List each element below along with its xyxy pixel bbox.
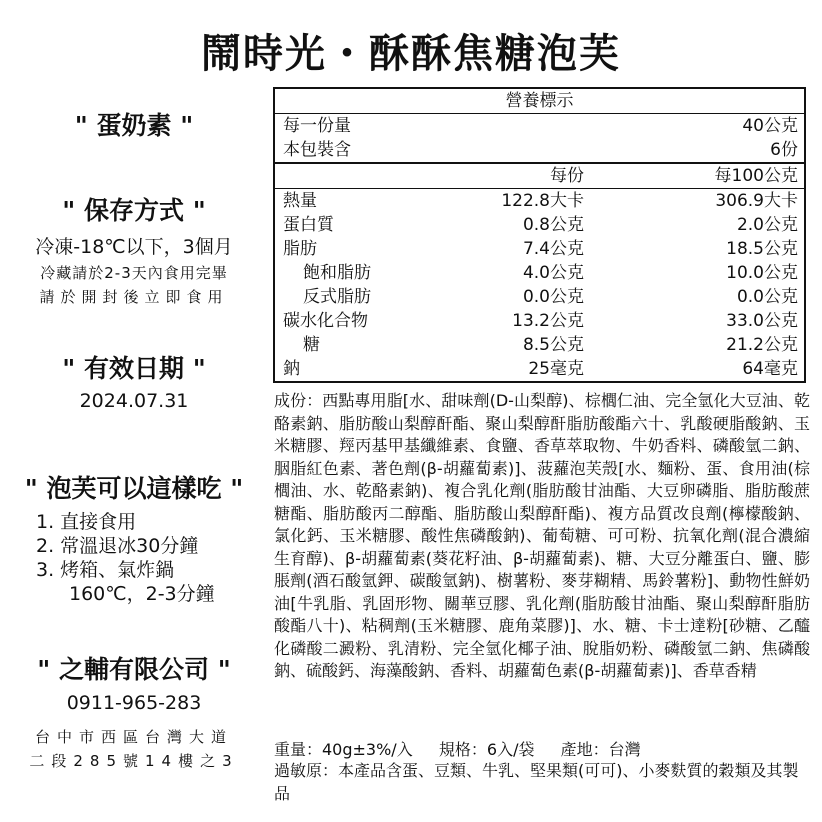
nutrient-label: 糖	[303, 335, 320, 355]
nutrient-row	[275, 309, 804, 333]
diet-heading: " 蛋奶素 "	[74, 111, 194, 140]
nutrient-per-serving: 25毫克	[528, 359, 584, 379]
nutrient-per-100g: 2.0公克	[736, 215, 798, 235]
nutrient-row	[275, 261, 804, 285]
company-address-line2: 二段285號14樓之3	[29, 752, 239, 770]
nutrient-per-100g: 18.5公克	[726, 239, 798, 259]
company-address-line1: 台中市西區台灣大道	[34, 728, 233, 746]
nutrient-per-serving: 0.8公克	[522, 215, 584, 235]
allergen-text: 過敏原：本產品含蛋、豆類、牛乳、堅果類(可可)、小麥麩質的穀類及其製品	[274, 761, 799, 803]
product-meta-line	[274, 737, 641, 760]
nutrient-per-serving: 4.0公克	[522, 263, 584, 283]
expiry-heading: " 有效日期 "	[62, 354, 206, 383]
page-title: 鬧時光・酥酥焦糖泡芙	[201, 31, 621, 77]
nutrition-column-headers	[275, 164, 804, 189]
serving-size-label: 每一份量	[283, 116, 351, 136]
nutrient-label: 碳水化合物	[283, 311, 368, 331]
nutrient-row	[275, 357, 804, 381]
storage-heading: " 保存方式 "	[62, 196, 206, 225]
nutrient-per-serving: 0.0公克	[522, 287, 584, 307]
nutrient-row	[275, 213, 804, 237]
company-phone: 0911-965-283	[66, 692, 202, 714]
column-per-100g: 每100公克	[714, 166, 798, 186]
storage-open-text: 請於開封後立即食用	[39, 288, 229, 306]
servings-per-pack-value: 6份	[770, 140, 798, 160]
nutrient-label: 飽和脂肪	[303, 263, 371, 283]
nutrient-label: 脂肪	[283, 239, 317, 259]
storage-chilled-text: 冷藏請於2-3天內食用完畢	[40, 264, 228, 282]
howto-step-3: 3. 烤箱、氣炸鍋	[36, 559, 175, 581]
nutrient-per-100g: 306.9大卡	[715, 191, 798, 211]
column-per-serving: 每份	[550, 166, 584, 186]
howto-steps	[36, 510, 215, 606]
nutrient-per-100g: 64毫克	[742, 359, 798, 379]
expiry-date: 2024.07.31	[79, 390, 189, 412]
howto-step-1: 1. 直接食用	[36, 511, 137, 533]
serving-size-value: 40公克	[742, 116, 798, 136]
company-heading: " 之輔有限公司 "	[37, 655, 231, 684]
ingredients-text: 成份：西點專用脂[水、甜味劑(D-山梨醇)、棕櫚仁油、完全氫化大豆油、乾酪素鈉、脂肪酸山梨醇酐酯、聚山梨醇酐脂肪酸酯六十、乳酸硬脂酸鈉、玉米糖膠、羥丙基甲基纖維素、食鹽、香草萃取物、牛奶香料、磷酸氫二鈉、胭脂紅色素、著色劑(β-胡蘿蔔素)]、菠蘿泡芙殼[水、麵粉、蛋、食用油(棕櫚油、水、乾酪素鈉)、複合乳化劑(脂肪酸甘油酯、大豆卵磷脂、脂肪酸蔗糖酯、脂肪酸丙二醇酯、脂肪酸山梨醇酐酯)、複方品質改良劑(檸檬酸鈉、氯化鈣、玉米糖膠、酸性焦磷酸鈉)、葡萄糖、可可粉、抗氧化劑(混合濃縮生育醇)、β-胡蘿蔔素(葵花籽油、β-胡蘿蔔素)、糖、大豆分離蛋白、鹽、膨脹劑(酒石酸氫鉀、碳酸氫鈉)、樹薯粉、麥芽糊精、馬鈴薯粉]、動物性鮮奶油[牛乳脂、乳固形物、關華豆膠、乳化劑(脂肪酸甘油酯、聚山梨醇酐脂肪酸酯八十)、粘稠劑(玉米糖膠、鹿角菜膠)]、水、糖、卡士達粉[砂糖、乙醯化磷酸二澱粉、乳清粉、完全氫化椰子油、脫脂奶粉、磷酸氫二鈉、焦磷酸鈉、硫酸鈣、海藻酸鈉、香料、胡蘿蔔色素(β-胡蘿蔔素)]、香草香精	[274, 391, 810, 680]
origin-text: 產地：台灣	[560, 740, 641, 759]
nutrient-label: 反式脂肪	[303, 287, 371, 307]
nutrient-per-serving: 8.5公克	[522, 335, 584, 355]
nutrient-per-serving: 122.8大卡	[501, 191, 584, 211]
nutrient-row	[275, 237, 804, 261]
howto-step-3-detail: 160℃，2-3分鐘	[69, 583, 215, 605]
spec-text: 規格：6入/袋	[438, 740, 535, 759]
nutrient-label: 鈉	[283, 359, 300, 379]
weight-text: 重量：40g±3%/入	[274, 740, 413, 759]
nutrient-per-100g: 33.0公克	[726, 311, 798, 331]
servings-per-pack-label: 本包裝含	[283, 140, 351, 160]
nutrient-per-100g: 21.2公克	[726, 335, 798, 355]
nutrient-per-serving: 13.2公克	[512, 311, 584, 331]
nutrient-per-100g: 10.0公克	[726, 263, 798, 283]
nutrient-row	[275, 189, 804, 213]
nutrient-label: 熱量	[283, 191, 317, 211]
nutrient-row	[275, 333, 804, 357]
nutrient-label: 蛋白質	[283, 215, 334, 235]
nutrition-header: 營養標示	[275, 89, 804, 114]
howto-heading: " 泡芙可以這樣吃 "	[24, 474, 244, 503]
nutrient-per-serving: 7.4公克	[522, 239, 584, 259]
nutrition-table	[273, 87, 806, 383]
storage-frozen-text: 冷凍-18℃以下，3個月	[35, 236, 233, 258]
serving-size-row	[275, 114, 804, 138]
nutrient-per-100g: 0.0公克	[736, 287, 798, 307]
servings-per-pack-row	[275, 138, 804, 164]
nutrient-row	[275, 285, 804, 309]
howto-step-2: 2. 常溫退冰30分鐘	[36, 535, 199, 557]
